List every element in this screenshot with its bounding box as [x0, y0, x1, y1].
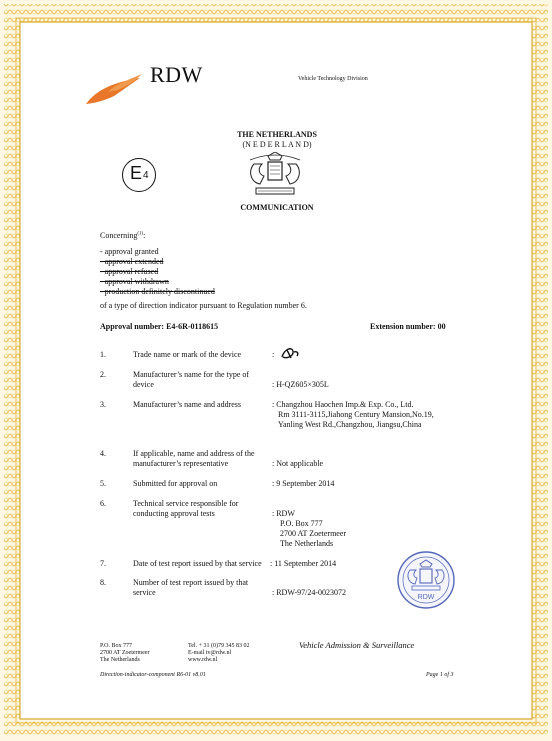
e-mark-letter: E: [130, 163, 143, 183]
footer-website: www.rdw.nl: [188, 657, 218, 663]
extension-number: Extension number: 00: [370, 322, 446, 331]
concerning-item-extended: - approval extended: [100, 257, 164, 266]
field-6-value-line3: 2700 AT Zoetermeer: [280, 529, 347, 538]
communication-title: COMMUNICATION: [240, 203, 314, 212]
field-3-value-line3: Yanling West Rd.,Changzhou, Jiangsu,China: [278, 420, 422, 429]
field-4-label-line2: manufacturer’s representative: [133, 459, 229, 468]
field-4-number: 4.: [100, 449, 106, 458]
stamp-text: RDW: [417, 594, 435, 601]
field-6-label-line2: conducting approval tests: [133, 509, 215, 518]
footer-address-line2: 2700 AT Zoetermeer: [100, 650, 150, 656]
field-1-label: Trade name or mark of the device: [133, 350, 242, 359]
field-2-value: : H-QZ605×305L: [272, 380, 329, 389]
country-local: (N E D E R L A N D): [242, 140, 312, 149]
field-5-label: Submitted for approval on: [133, 479, 218, 488]
field-4-label-line1: If applicable, name and address of the: [133, 449, 255, 458]
field-6-label-line1: Technical service responsible for: [133, 499, 239, 508]
field-5-value: : 9 September 2014: [272, 479, 335, 488]
concerning-item-refused: - approval refused: [100, 267, 159, 276]
field-2-label-line2: device: [133, 380, 154, 389]
concerning-label: Concerning$^{(1)}$:: [100, 231, 146, 240]
field-7-number: 7.: [100, 559, 106, 568]
approval-number: Approval number: E4-6R-0118615: [100, 322, 219, 331]
field-3-value-line1: : Changzhou Haochen Imp.& Exp. Co., Ltd.: [272, 400, 414, 409]
field-3-value-line2: Rm 3111-3115,Jiahong Century Mansion,No.19,: [278, 410, 434, 419]
field-3-label: Manufacturer’s name and address: [133, 400, 242, 409]
field-8-value: : RDW-97/24-0023072: [272, 588, 346, 597]
concerning-item-granted: - approval granted: [100, 247, 159, 256]
trade-mark-icon: [279, 346, 301, 360]
footnote-marker: (1): [137, 231, 144, 237]
field-2-label-line1: Manufacturer’s name for the type of: [133, 370, 250, 379]
field-6-value-line4: The Netherlands: [280, 539, 334, 548]
footer-slogan: Vehicle Admission & Surveillance: [299, 640, 415, 650]
regulation-statement: of a type of direction indicator pursuant to Regulation number 6.: [100, 301, 307, 310]
field-1-number: 1.: [100, 350, 106, 359]
rdw-stamp-icon: [396, 550, 456, 610]
e-mark-badge: [122, 158, 156, 192]
footer-address-line3: The Netherlands: [100, 657, 140, 663]
coat-of-arms-icon: [246, 152, 304, 196]
concerning-item-withdrawn: - approval withdrawn: [100, 277, 169, 286]
field-6-value-line2: P.O. Box 777: [280, 519, 323, 528]
field-2-number: 2.: [100, 370, 106, 379]
concerning-item-discontinued: - production definitely discontinued: [100, 287, 215, 296]
field-1-value: :: [272, 350, 275, 359]
footer-email: E-mail tv@rdw.nl: [188, 650, 232, 656]
logo-text: RDW: [150, 62, 203, 87]
field-8-label-line1: Number of test report issued by that: [133, 578, 249, 587]
field-7-value: : 11 September 2014: [270, 559, 337, 568]
field-5-number: 5.: [100, 479, 106, 488]
country-title: THE NETHERLANDS: [237, 130, 317, 139]
e-mark-number: 4: [143, 170, 149, 181]
field-8-number: 8.: [100, 578, 106, 587]
footer-phone: Tel. + 31 (0)79 345 83 02: [188, 643, 250, 649]
field-6-number: 6.: [100, 499, 106, 508]
division-label: Vehicle Technology Division: [298, 76, 368, 82]
field-4-value: : Not applicable: [272, 459, 324, 468]
page-number: Page 1 of 3: [426, 672, 454, 678]
form-identifier: Direction-indicator-component R6-01 v8.01: [100, 672, 206, 678]
rdw-logo-icon: [84, 72, 144, 106]
field-8-label-line2: service: [133, 588, 156, 597]
field-6-value-line1: : RDW: [272, 509, 295, 518]
footer-address-line1: P.O. Box 777: [100, 643, 133, 649]
field-7-label: Date of test report issued by that service: [133, 559, 262, 568]
field-3-number: 3.: [100, 400, 106, 409]
